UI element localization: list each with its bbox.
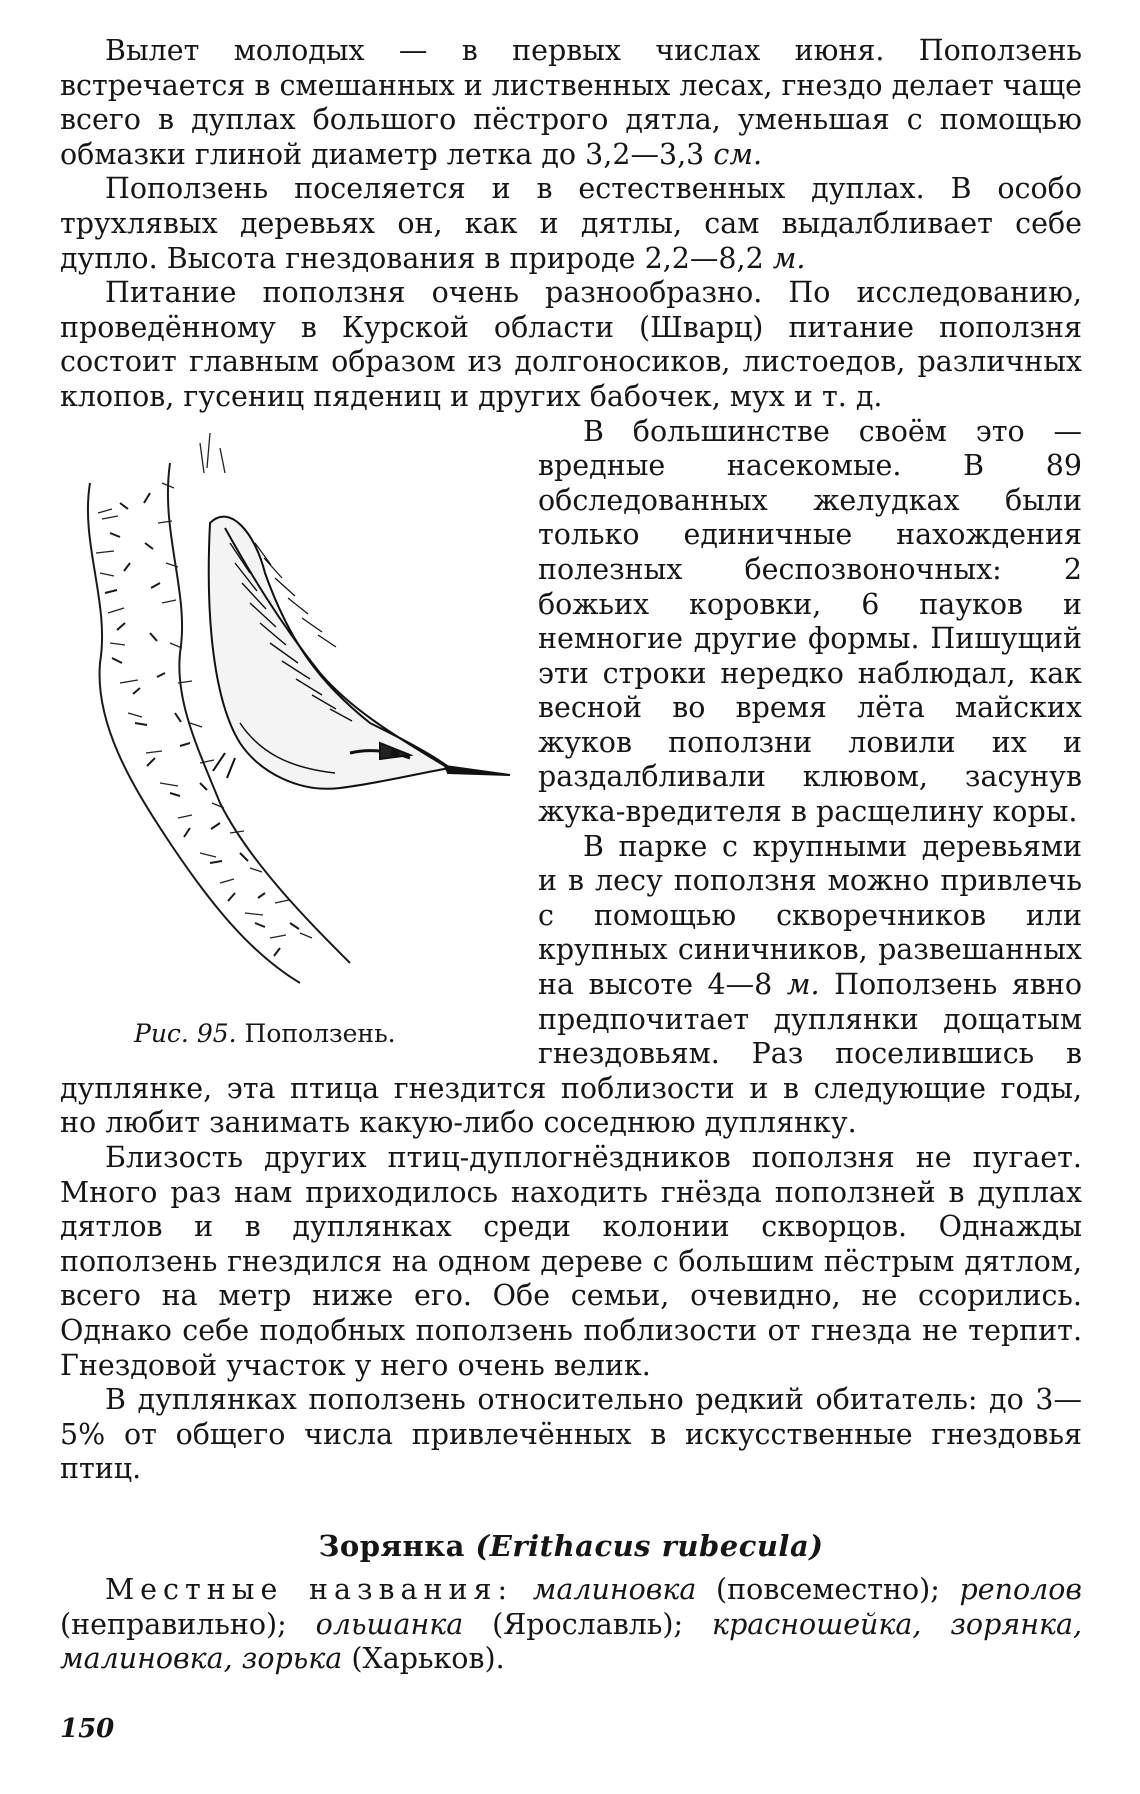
figure-title: Поползень.: [244, 1018, 396, 1048]
section-title: Зорянка: [318, 1528, 465, 1563]
bird: [209, 516, 510, 788]
paragraph-6: Близость других птиц-дуплогнёздников поползня не пугает. Много раз нам приходилось находить гнёзда поползней в дуплах дятлов и в дуплянках среди колонии скворцов. Однажды поползень гнездился на одном дереве с большим пёстрым дятлом, всего на метр ниже его. Обе семьи, очевидно, не ссорились. Однако себе подобных поползень поблизости от гнезда не терпит. Гнездовой участок у него очень велик.: [60, 1141, 1082, 1382]
figure-caption: [134, 1019, 396, 1048]
section-latin-name: (Erithacus rubecula): [475, 1528, 824, 1563]
paragraph-2: Поползень поселяется и в естественных дуплах. В особо трухлявых деревьях он, как и дятлы, сам выдалбливает себе дупло. Высота гнездования в природе 2,2—8,2 м.: [60, 172, 1082, 275]
paragraph-1: Вылет молодых — в первых числах июня. Поползень встречается в смешанных и лиственных лесах, гнездо делает чаще всего в дуплах большого пёстрого дятла, уменьшая с помощью обмазки глиной диаметр летка до 3,2—3,3 см.: [60, 34, 1082, 171]
figure-nuthatch: [50, 423, 520, 1063]
figure-number: Рис. 95.: [134, 1018, 237, 1048]
paragraph-3: Питание поползня очень разнообразно. По исследованию, проведённому в Курской области (Шварц) питание поползня состоит главным образом из долгоносиков, листоедов, различных клопов, гусениц пядениц и других бабочек, мух и т. д.: [60, 276, 1082, 413]
page-number: 150: [60, 1714, 115, 1744]
nuthatch-illustration-icon: [50, 423, 520, 1003]
paragraph-7: В дуплянках поползень относительно редкий обитатель: до 3—5% от общего числа привлечённых в искусственные гнездовья птиц.: [60, 1383, 1082, 1486]
unit-m-2: м.: [786, 968, 820, 1002]
local-names-paragraph: Местные названия: малиновка (повсеместно); реполов (неправильно); ольшанка (Ярославль); красношейка, зорянка, малиновка, зорька (Харьков).: [60, 1572, 1083, 1676]
book-page: [60, 34, 1082, 1764]
paragraph-5: В парке с крупными деревьями и в лесу поползня можно привлечь с помощью скворечников или крупных синичников, развешанных на высоте 4—8 м. Поползень явно предпочитает дуплянки дощатым гнездовьям. Раз поселившись в дуплянке, эта птица гнездится поблизости и в следующие годы, но любит занимать какую-либо соседнюю дуплянку.: [60, 829, 1083, 1140]
local-names-label: Местные названия:: [105, 1572, 514, 1606]
section-heading: [60, 1529, 1082, 1563]
unit-m: м.: [772, 241, 806, 275]
unit-cm: см.: [713, 137, 763, 171]
paragraph-4: В большинстве своём это — вредные насекомые. В 89 обследованных желудках были только единичные нахождения полезных беспозвоночных: 2 божьих коровки, 6 пауков и немногие другие формы. Пишущий эти строки нередко наблюдал, как весной во время лёта майских жуков поползни ловили их и раздалбливали клювом, засунув жука-вредителя в расщелину коры.: [538, 414, 1082, 829]
